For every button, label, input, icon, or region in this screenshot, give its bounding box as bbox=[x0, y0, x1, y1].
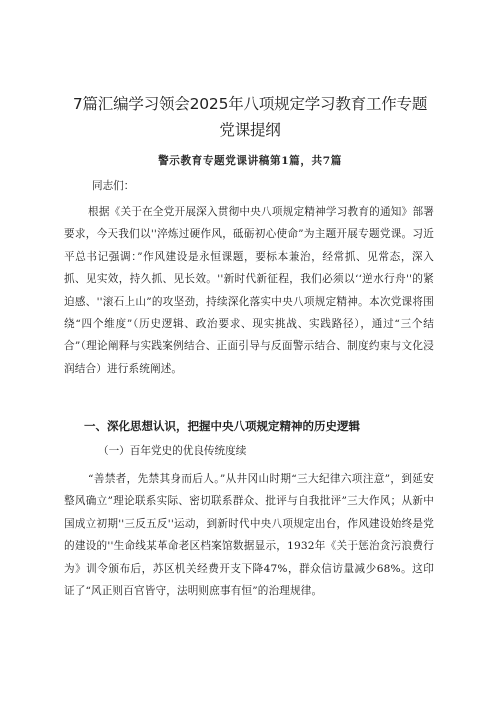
intro-paragraph: 根据《关于在全党开展深入贯彻中央八项规定精神学习教育的通知》部署要求，今天我们以''淬炼过硬作风，砥砺初心使命”为主题开展专题党课。习近平总书记强调：”作风建设是永恒课题，要标本兼治，经常抓、见常态，深入抓、见实效，持久抓、见长效。''新时代新征程，我们必须以‘‘逆水行舟''的紧迫感、''滚石上山”的攻坚劲，持续深化落实中央八项规定精神。本次党课将围绕“四个维度”（历史逻辑、政治要求、现实挑战、实践路径），通过“三个结合”（理论阐释与实践案例结合、正面引导与反面警示结合、制度约束与文化浸润结合）进行系统阐述。 bbox=[64, 206, 434, 375]
section-1-heading: 一、深化思想认识，把握中央八项规定精神的历史逻辑 bbox=[84, 419, 360, 433]
subsection-1-heading: （一）百年党史的优良传统度续 bbox=[98, 445, 247, 457]
document-title-line-1: 7篇汇编学习领会2025年八项规定学习教育工作专题 bbox=[72, 95, 428, 113]
subsection-1-paragraph: “善禁者，先禁其身而后人。”从井冈山时期“三大纪律六项注意”，到延安整风确立”理论联系实际、密切联系群众、批评与自我批评”三大作风；从新中国成立初期''三反五反''运动，到新时代中央八项规定出台，作风建设始终是党的建设的''生命线某革命老区档案馆数据显示，1932年《关于惩治贪污浪费行为》训令颁布后，苏区机关经费开支下降47%，群众信访量减少68%。这印证了“风正则百官皆守，法明则庶事有恒”的治理规律。 bbox=[64, 473, 434, 598]
salutation: 同志们： bbox=[92, 180, 135, 192]
document-subtitle: 警示教育专题党课讲稿第1篇，共7篇 bbox=[158, 155, 342, 167]
document-title-line-2: 党课提纲 bbox=[219, 121, 281, 139]
